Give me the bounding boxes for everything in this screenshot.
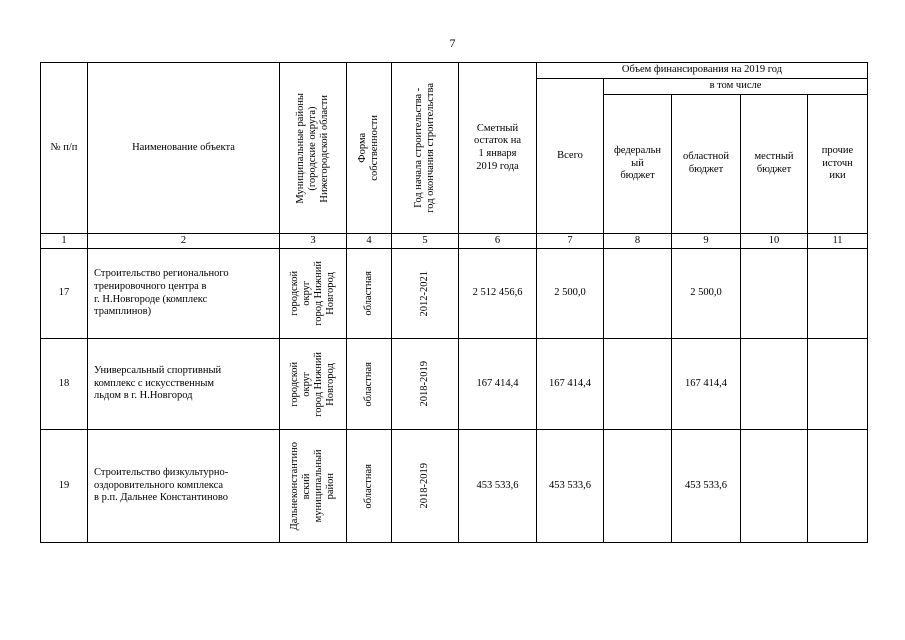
header-federal: федеральн ый бюджет — [604, 95, 672, 234]
local-budget — [741, 339, 808, 430]
header-estimate: Сметный остаток на 1 января 2019 года — [459, 63, 537, 234]
other-sources — [808, 339, 868, 430]
object-name: Строительство регионального тренировочного центра в г. Н.Новгороде (комплекс трамплинов) — [88, 249, 280, 339]
regional-budget: 453 533,6 — [672, 430, 741, 543]
header-local: местный бюджет — [741, 95, 808, 234]
municipality: Дальнеконстантино вский муниципальный район — [280, 430, 347, 543]
ownership: областная — [347, 430, 392, 543]
local-budget — [741, 249, 808, 339]
total: 2 500,0 — [537, 249, 604, 339]
header-name: Наименование объекта — [88, 63, 280, 234]
object-name: Универсальный спортивный комплекс с искусственным льдом в г. Н.Новгород — [88, 339, 280, 430]
page-number: 7 — [449, 36, 456, 50]
years: 2018-2019 — [392, 430, 459, 543]
object-name: Строительство физкультурно- оздоровительного комплекса в р.п. Дальнее Константиново — [88, 430, 280, 543]
federal-budget — [604, 339, 672, 430]
total: 453 533,6 — [537, 430, 604, 543]
table-row — [41, 339, 868, 430]
column-number: 1 — [41, 234, 88, 249]
years: 2018-2019 — [392, 339, 459, 430]
federal-budget — [604, 430, 672, 543]
header-ownership: Форма собственности — [347, 63, 392, 234]
row-num: 17 — [41, 249, 88, 339]
table-row — [41, 249, 868, 339]
other-sources — [808, 249, 868, 339]
regional-budget: 2 500,0 — [672, 249, 741, 339]
header-regional: областной бюджет — [672, 95, 741, 234]
column-number: 6 — [459, 234, 537, 249]
header-num: № п/п — [41, 63, 88, 234]
years: 2012-2021 — [392, 249, 459, 339]
header-years: Год начала строительства - год окончания строительства — [392, 63, 459, 234]
header-municipal: Муниципальные районы (городские округа) Нижегородской области — [280, 63, 347, 234]
header-including: в том числе — [604, 79, 868, 95]
municipality: городской округ город Нижний Новгород — [280, 339, 347, 430]
other-sources — [808, 430, 868, 543]
financing-table — [40, 62, 868, 543]
municipality: городской округ город Нижний Новгород — [280, 249, 347, 339]
column-number: 11 — [808, 234, 868, 249]
federal-budget — [604, 249, 672, 339]
estimate: 453 533,6 — [459, 430, 537, 543]
row-num: 18 — [41, 339, 88, 430]
column-number: 7 — [537, 234, 604, 249]
header-total: Всего — [537, 79, 604, 234]
header-other: прочие источн ики — [808, 95, 868, 234]
regional-budget: 167 414,4 — [672, 339, 741, 430]
column-number: 8 — [604, 234, 672, 249]
ownership: областная — [347, 249, 392, 339]
estimate: 167 414,4 — [459, 339, 537, 430]
column-number: 9 — [672, 234, 741, 249]
column-number: 2 — [88, 234, 280, 249]
column-numbers-row — [41, 234, 868, 249]
column-number: 5 — [392, 234, 459, 249]
header-financing-title: Объем финансирования на 2019 год — [537, 63, 868, 79]
total: 167 414,4 — [537, 339, 604, 430]
local-budget — [741, 430, 808, 543]
table-row — [41, 430, 868, 543]
column-number: 10 — [741, 234, 808, 249]
column-number: 4 — [347, 234, 392, 249]
estimate: 2 512 456,6 — [459, 249, 537, 339]
column-number: 3 — [280, 234, 347, 249]
ownership: областная — [347, 339, 392, 430]
row-num: 19 — [41, 430, 88, 543]
